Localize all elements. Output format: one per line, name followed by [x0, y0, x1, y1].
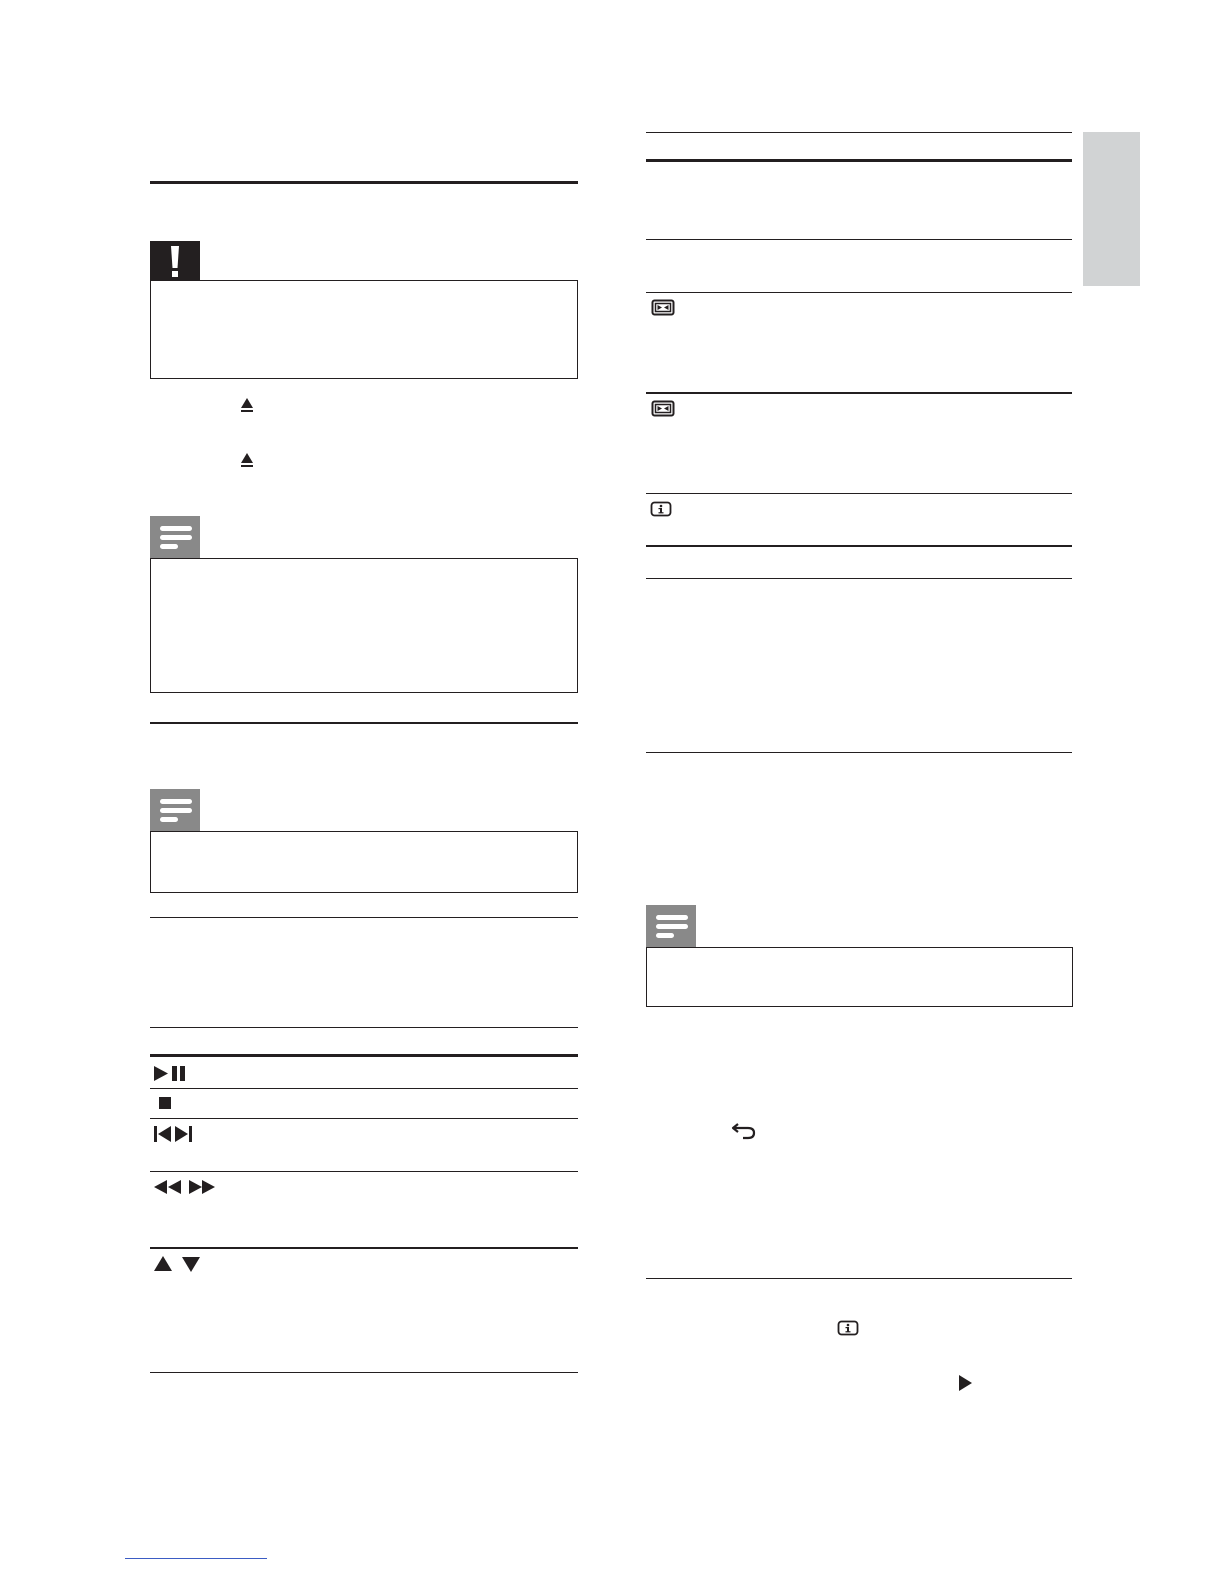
up-down-icon [153, 1255, 203, 1273]
stop-icon [158, 1096, 173, 1111]
note-box [150, 831, 578, 893]
table-row-rule [646, 292, 1072, 293]
aspect-ratio-icon [651, 400, 675, 417]
table-top-rule [646, 132, 1072, 133]
exclamation-icon [150, 241, 200, 281]
eject-icon [240, 452, 254, 468]
rewind-fast-forward-icon [153, 1179, 217, 1195]
note-badge [150, 516, 200, 559]
section-rule [150, 722, 578, 724]
back-arrow-icon [731, 1121, 757, 1141]
table-header-rule [150, 1054, 578, 1057]
aspect-ratio-icon [651, 299, 675, 316]
table-row-rule [150, 1088, 578, 1089]
section-rule [646, 578, 1072, 579]
caution-badge [150, 241, 200, 281]
info-icon [837, 1320, 859, 1336]
eject-icon [240, 397, 254, 413]
note-box [150, 558, 578, 693]
table-bottom-rule [646, 545, 1072, 547]
table-row-rule [646, 239, 1072, 240]
side-language-tab [1083, 132, 1140, 286]
section-rule [646, 752, 1072, 753]
info-icon [650, 501, 672, 517]
note-box [646, 947, 1073, 1007]
table-top-rule [150, 1027, 578, 1028]
table-row-rule [150, 1118, 578, 1119]
footer-link-underline [125, 1558, 267, 1559]
section-rule [646, 1278, 1072, 1279]
table-row-rule [150, 1171, 578, 1172]
play-icon [958, 1374, 973, 1392]
section-rule [150, 917, 578, 918]
note-badge [646, 905, 696, 948]
table-row-rule [646, 493, 1072, 494]
previous-next-icon [153, 1125, 195, 1143]
caution-box [150, 280, 578, 379]
table-row-rule [646, 392, 1072, 394]
table-header-rule [646, 159, 1072, 162]
table-row-rule [150, 1247, 578, 1249]
play-pause-icon [153, 1065, 189, 1082]
note-badge [150, 789, 200, 832]
table-bottom-rule [150, 1372, 578, 1373]
section-rule [150, 181, 578, 184]
